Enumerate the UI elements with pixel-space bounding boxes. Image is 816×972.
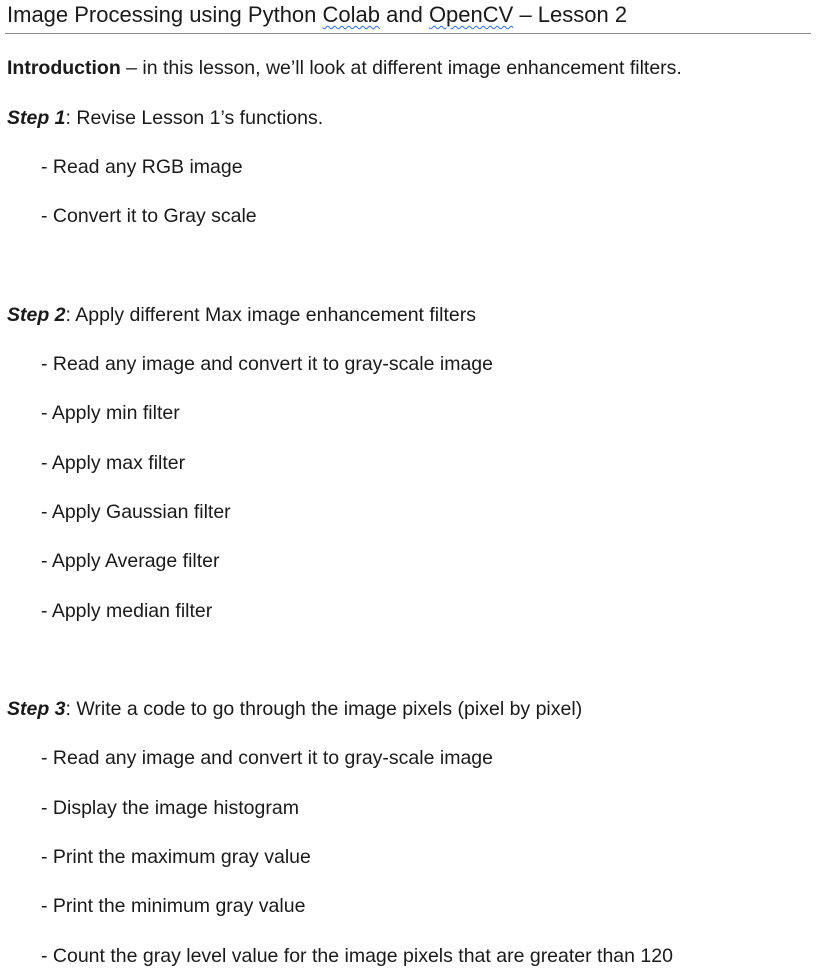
- step-3-item: - Count the gray level value for the image pixels that are greater than 120: [41, 945, 673, 967]
- intro-text: – in this lesson, we’ll look at different image enhancement filters.: [120, 57, 682, 79]
- step-1-item: - Convert it to Gray scale: [41, 205, 257, 227]
- step-1-label: Step 1: [7, 107, 66, 129]
- title-opencv-word: OpenCV: [428, 2, 514, 27]
- step-3-label: Step 3: [7, 698, 66, 720]
- title-text-lesson: – Lesson 2: [513, 2, 628, 27]
- step-2-item: - Apply min filter: [41, 402, 180, 424]
- title-text-part1: Image Processing using Python: [7, 2, 323, 27]
- step-2-item: - Apply median filter: [41, 600, 213, 622]
- title-underline-rule: [5, 33, 811, 34]
- step-2-item: - Read any image and convert it to gray-scale image: [41, 353, 493, 375]
- step-3-item: - Read any image and convert it to gray-scale image: [41, 747, 493, 769]
- step-2-heading: [7, 302, 476, 328]
- step-2-item: - Apply max filter: [41, 452, 186, 474]
- step-1-item: - Read any RGB image: [41, 156, 243, 178]
- step-2-item: - Apply Average filter: [41, 550, 220, 572]
- title-colab-word: Colab: [322, 2, 380, 27]
- step-2-item: - Apply Gaussian filter: [41, 501, 231, 523]
- step-1-text: : Revise Lesson 1’s functions.: [65, 107, 324, 129]
- step-3-text: : Write a code to go through the image pixels (pixel by pixel): [65, 698, 583, 720]
- document-title: [7, 1, 627, 29]
- title-text-and: and: [380, 2, 429, 27]
- step-2-label: Step 2: [7, 304, 66, 326]
- step-2-text: : Apply different Max image enhancement filters: [65, 304, 476, 326]
- intro-label: Introduction: [7, 57, 121, 79]
- step-3-heading: [7, 696, 582, 722]
- step-3-item: - Print the minimum gray value: [41, 895, 306, 917]
- step-3-item: - Print the maximum gray value: [41, 846, 311, 868]
- step-1-heading: [7, 105, 323, 131]
- step-3-item: - Display the image histogram: [41, 797, 299, 819]
- intro-paragraph: [7, 55, 682, 81]
